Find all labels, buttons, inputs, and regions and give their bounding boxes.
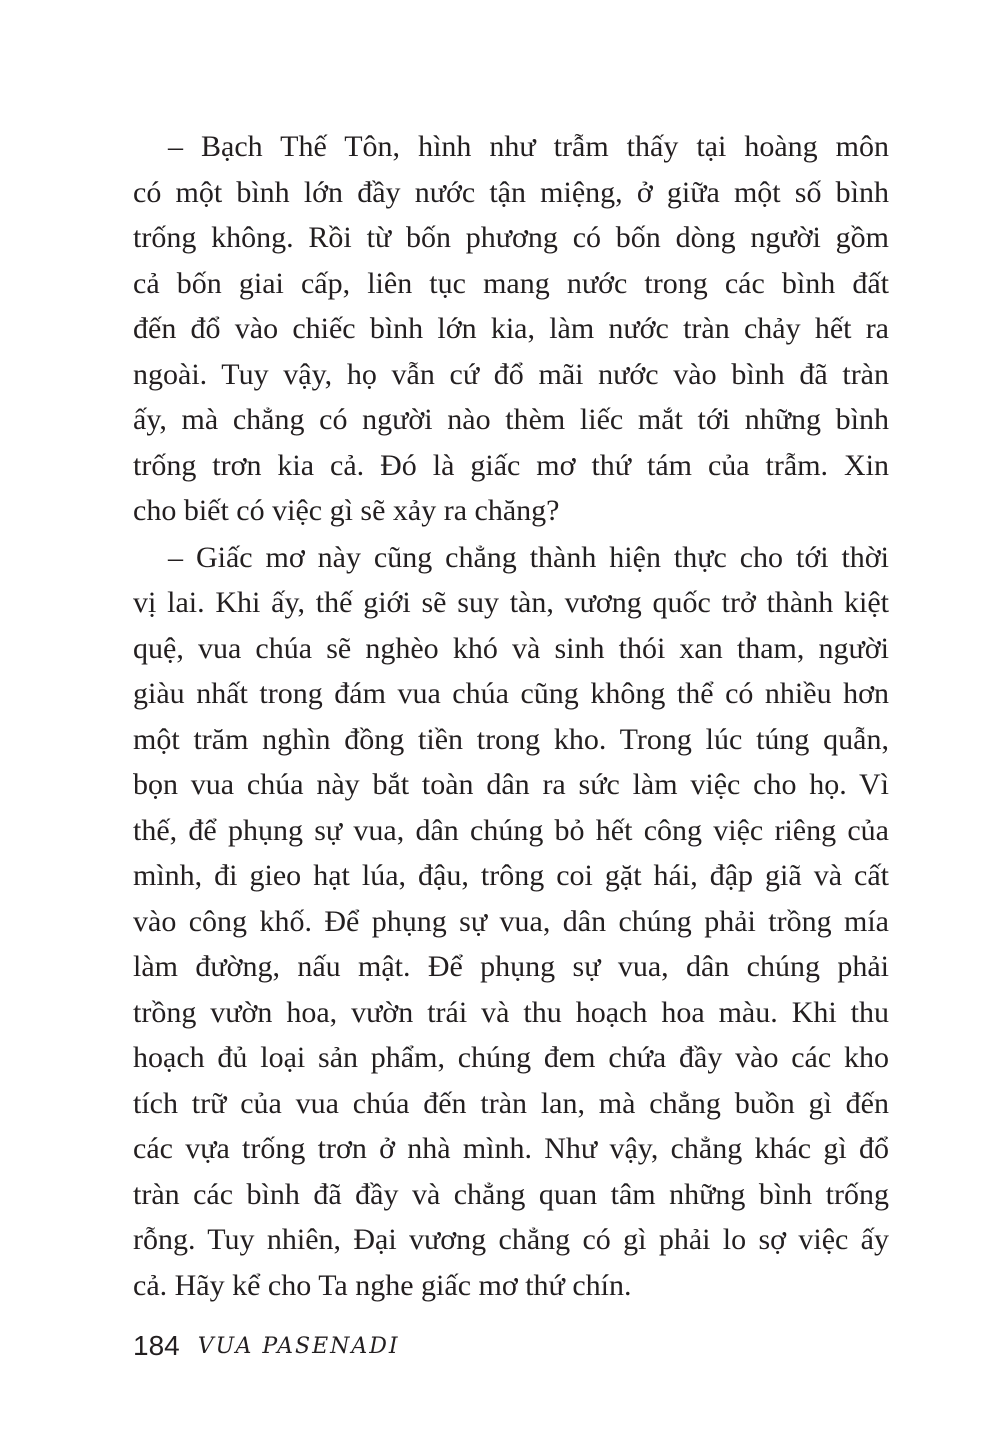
- text-line: mình, đi gieo hạt lúa, đậu, trông coi gặt hái, đập giã và cất: [133, 859, 889, 892]
- text-line: đến đổ vào chiếc bình lớn kia, làm nước tràn chảy hết ra: [133, 312, 889, 345]
- text-line: vào công khố. Để phụng sự vua, dân chúng phải trồng mía: [133, 904, 889, 938]
- text-line: ấy, mà chẳng có người nào thèm liếc mắt tới những bình: [133, 403, 889, 436]
- text-line: rỗng. Tuy nhiên, Đại vương chẳng có gì phải lo sợ việc ấy: [133, 1223, 889, 1256]
- text-line: ngoài. Tuy vậy, họ vẫn cứ đổ mãi nước vào bình đã tràn: [133, 357, 889, 391]
- text-line: cả bốn giai cấp, liên tục mang nước trong các bình đất: [133, 266, 889, 300]
- text-line: tràn các bình đã đầy và chẳng quan tâm những bình trống: [133, 1177, 889, 1211]
- text-line: – Bạch Thế Tôn, hình như trẫm thấy tại hoàng môn: [168, 130, 889, 163]
- text-line: hoạch đủ loại sản phẩm, chúng đem chứa đầy vào các kho: [133, 1041, 889, 1074]
- text-line: có một bình lớn đầy nước tận miệng, ở giữa một số bình: [133, 175, 889, 209]
- text-line: làm đường, nấu mật. Để phụng sự vua, dân chúng phải: [133, 950, 889, 983]
- running-title: VUA PASENADI: [197, 1333, 400, 1359]
- text-line: cho biết có việc gì sẽ xảy ra chăng?: [133, 494, 560, 527]
- page-number: 184: [133, 1330, 180, 1361]
- text-line: – Giấc mơ này cũng chẳng thành hiện thực cho tới thời: [168, 540, 889, 574]
- page-footer: [133, 1326, 400, 1366]
- page-body: [133, 124, 889, 1308]
- text-line: bọn vua chúa này bắt toàn dân ra sức làm việc cho họ. Vì: [133, 768, 889, 801]
- text-line: cả. Hãy kể cho Ta nghe giấc mơ thứ chín.: [133, 1268, 632, 1302]
- paragraph-1: [133, 124, 889, 534]
- text-line: quệ, vua chúa sẽ nghèo khó và sinh thói xan tham, người: [133, 631, 889, 665]
- text-line: một trăm nghìn đồng tiền trong kho. Trong lúc túng quẫn,: [133, 722, 889, 756]
- text-line: vị lai. Khi ấy, thế giới sẽ suy tàn, vương quốc trở thành kiệt: [133, 586, 889, 619]
- text-line: trống không. Rồi từ bốn phương có bốn dòng người gồm: [133, 221, 889, 254]
- text-line: thế, để phụng sự vua, dân chúng bỏ hết công việc riêng của: [133, 813, 889, 847]
- text-line: trồng vườn hoa, vườn trái và thu hoạch hoa màu. Khi thu: [133, 995, 889, 1029]
- text-line: trống trơn kia cả. Đó là giấc mơ thứ tám của trẫm. Xin: [133, 448, 889, 482]
- text-line: tích trữ của vua chúa đến tràn lan, mà chẳng buồn gì đến: [133, 1086, 889, 1120]
- paragraph-2: [133, 535, 889, 1309]
- text-line: giàu nhất trong đám vua chúa cũng không thể có nhiều hơn: [133, 677, 889, 710]
- text-line: các vựa trống trơn ở nhà mình. Như vậy, chẳng khác gì đổ: [133, 1132, 889, 1165]
